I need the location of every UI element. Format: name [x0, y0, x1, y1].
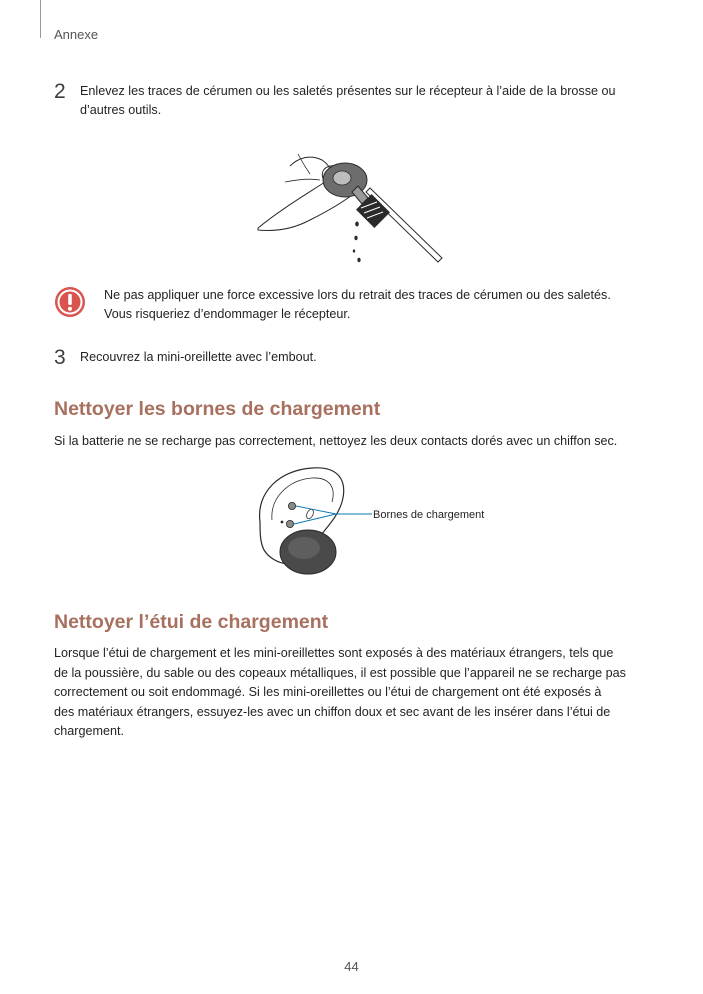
paragraph-line: correctement ou soit endommagé. Si les mini-oreillettes ou l’étui de chargement ont été exposés à	[54, 685, 602, 699]
section-paragraph	[54, 644, 654, 742]
cleaning-brush-illustration	[250, 140, 450, 270]
paragraph-line: de la poussière, du sable ou des copeaux métalliques, il est possible que l’appareil ne se recharge pas	[54, 665, 626, 680]
caution-notice	[54, 286, 611, 324]
paragraph-line: Si la batterie ne se recharge pas correctement, nettoyez les deux contacts dorés avec un chiffon sec.	[54, 434, 618, 448]
step-2	[54, 82, 616, 120]
caution-text-line: Vous risqueriez d’endommager le récepteur.	[104, 307, 351, 321]
step-text-line: d’autres outils.	[80, 103, 162, 117]
caution-text	[104, 286, 611, 324]
page-margin-rule	[40, 0, 41, 38]
caution-icon	[54, 286, 86, 318]
charging-contacts-callout: Bornes de chargement	[373, 509, 485, 521]
step-text: Recouvrez la mini-oreillette avec l’embout.	[80, 350, 317, 364]
step-text	[80, 82, 616, 120]
paragraph-line: Lorsque l’étui de chargement et les mini-oreillettes sont exposés à des matériaux étrangers, tels que	[54, 646, 614, 660]
running-header: Annexe	[54, 27, 99, 42]
section-title: Nettoyer l’étui de chargement	[54, 611, 329, 633]
step-3	[54, 348, 317, 368]
step-number: 2	[54, 80, 66, 103]
step-text-line: Enlevez les traces de cérumen ou les saletés présentes sur le récepteur à l’aide de la brosse ou	[80, 84, 616, 98]
section-paragraph	[54, 432, 654, 452]
section-title: Nettoyer les bornes de chargement	[54, 398, 381, 420]
step-number: 3	[54, 346, 66, 369]
caution-text-line: Ne pas appliquer une force excessive lors du retrait des traces de cérumen ou des saletés.	[104, 288, 611, 302]
paragraph-line: chargement.	[54, 724, 125, 738]
charging-contacts-illustration	[250, 462, 380, 582]
paragraph-line: des matériaux étrangers, essuyez-les avec un chiffon doux et sec avant de les insérer dans l’étui de	[54, 704, 611, 719]
page-number: 44	[344, 959, 359, 974]
